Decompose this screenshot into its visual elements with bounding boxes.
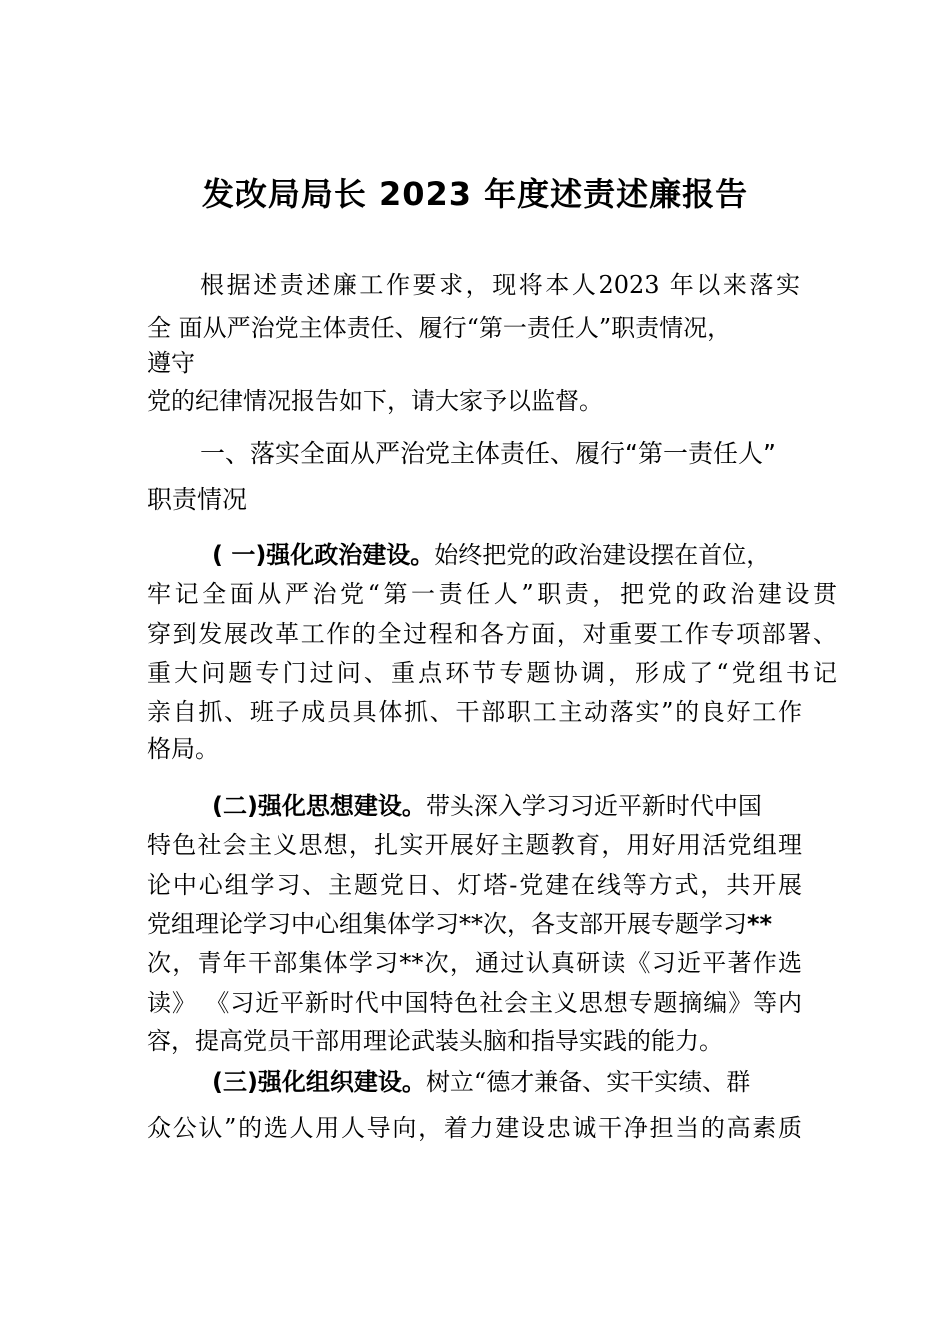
paragraph-line [147, 907, 837, 941]
paragraph-line: 亲自抓、班子成员具体抓、干部职工主动落实”的良好工作 [147, 698, 802, 726]
paragraph-text: 党组理论学习中心组集体学习**次，各支部开展专题学习 [147, 910, 747, 938]
intro-line: 党的纪律情况报告如下，请大家予以监督。 [147, 387, 603, 415]
paragraph-line: 容，提高党员干部用理论武装头脑和指导实践的能力。 [147, 1027, 723, 1055]
paragraph-line: 牢记全面从严治党“第一责任人”职责，把党的政治建设贯 [147, 580, 837, 608]
paragraph-line [212, 1065, 902, 1099]
section-heading: 一、落实全面从严治党主体责任、履行“第一责任人” [200, 439, 776, 468]
paragraph-text: 始终把党的政治建设摆在首位， [434, 541, 771, 569]
paragraph-text: 带头深入学习习近平新时代中国 [425, 792, 762, 820]
paragraph-text: 树立“德才兼备、实干实绩、群 [425, 1068, 751, 1096]
paragraph-line: 论中心组学习、主题党日、灯塔-党建在线等方式，共开展 [147, 871, 802, 899]
paragraph-lead: (二)强化思想建设。 [212, 792, 426, 820]
intro-line: 全 面从严治党主体责任、履行“第一责任人”职责情况， [147, 314, 732, 342]
paragraph-line: 重大问题专门过问、重点环节专题协调，形成了“党组书记 [147, 659, 837, 687]
paragraph-line: 特色社会主义思想，扎实开展好主题教育，用好用活党组理 [147, 831, 802, 859]
intro-line: 根据述责述廉工作要求，现将本人2023 年以来落实 [200, 271, 800, 299]
paragraph-text: ** [747, 910, 773, 938]
paragraph-line [212, 538, 902, 572]
paragraph-line: 读》 《习近平新时代中国特色社会主义思想专题摘编》等内 [147, 989, 802, 1017]
paragraph-line: 格局。 [147, 735, 219, 763]
paragraph-line [212, 789, 902, 823]
paragraph-line: 次，青年干部集体学习**次，通过认真研读《习近平著作选 [147, 949, 802, 977]
paragraph-lead: ( 一)强化政治建设。 [212, 541, 435, 569]
paragraph-line: 穿到发展改革工作的全过程和各方面，对重要工作专项部署、 [147, 620, 837, 648]
paragraph-lead: (三)强化组织建设。 [212, 1068, 426, 1096]
intro-line: 遵守 [147, 349, 195, 377]
section-heading: 职责情况 [147, 485, 248, 514]
paragraph-line: 众公认”的选人用人导向，着力建设忠诚干净担当的高素质 [147, 1114, 802, 1142]
document-title: 发改局局长 2023 年度述责述廉报告 [201, 175, 749, 213]
